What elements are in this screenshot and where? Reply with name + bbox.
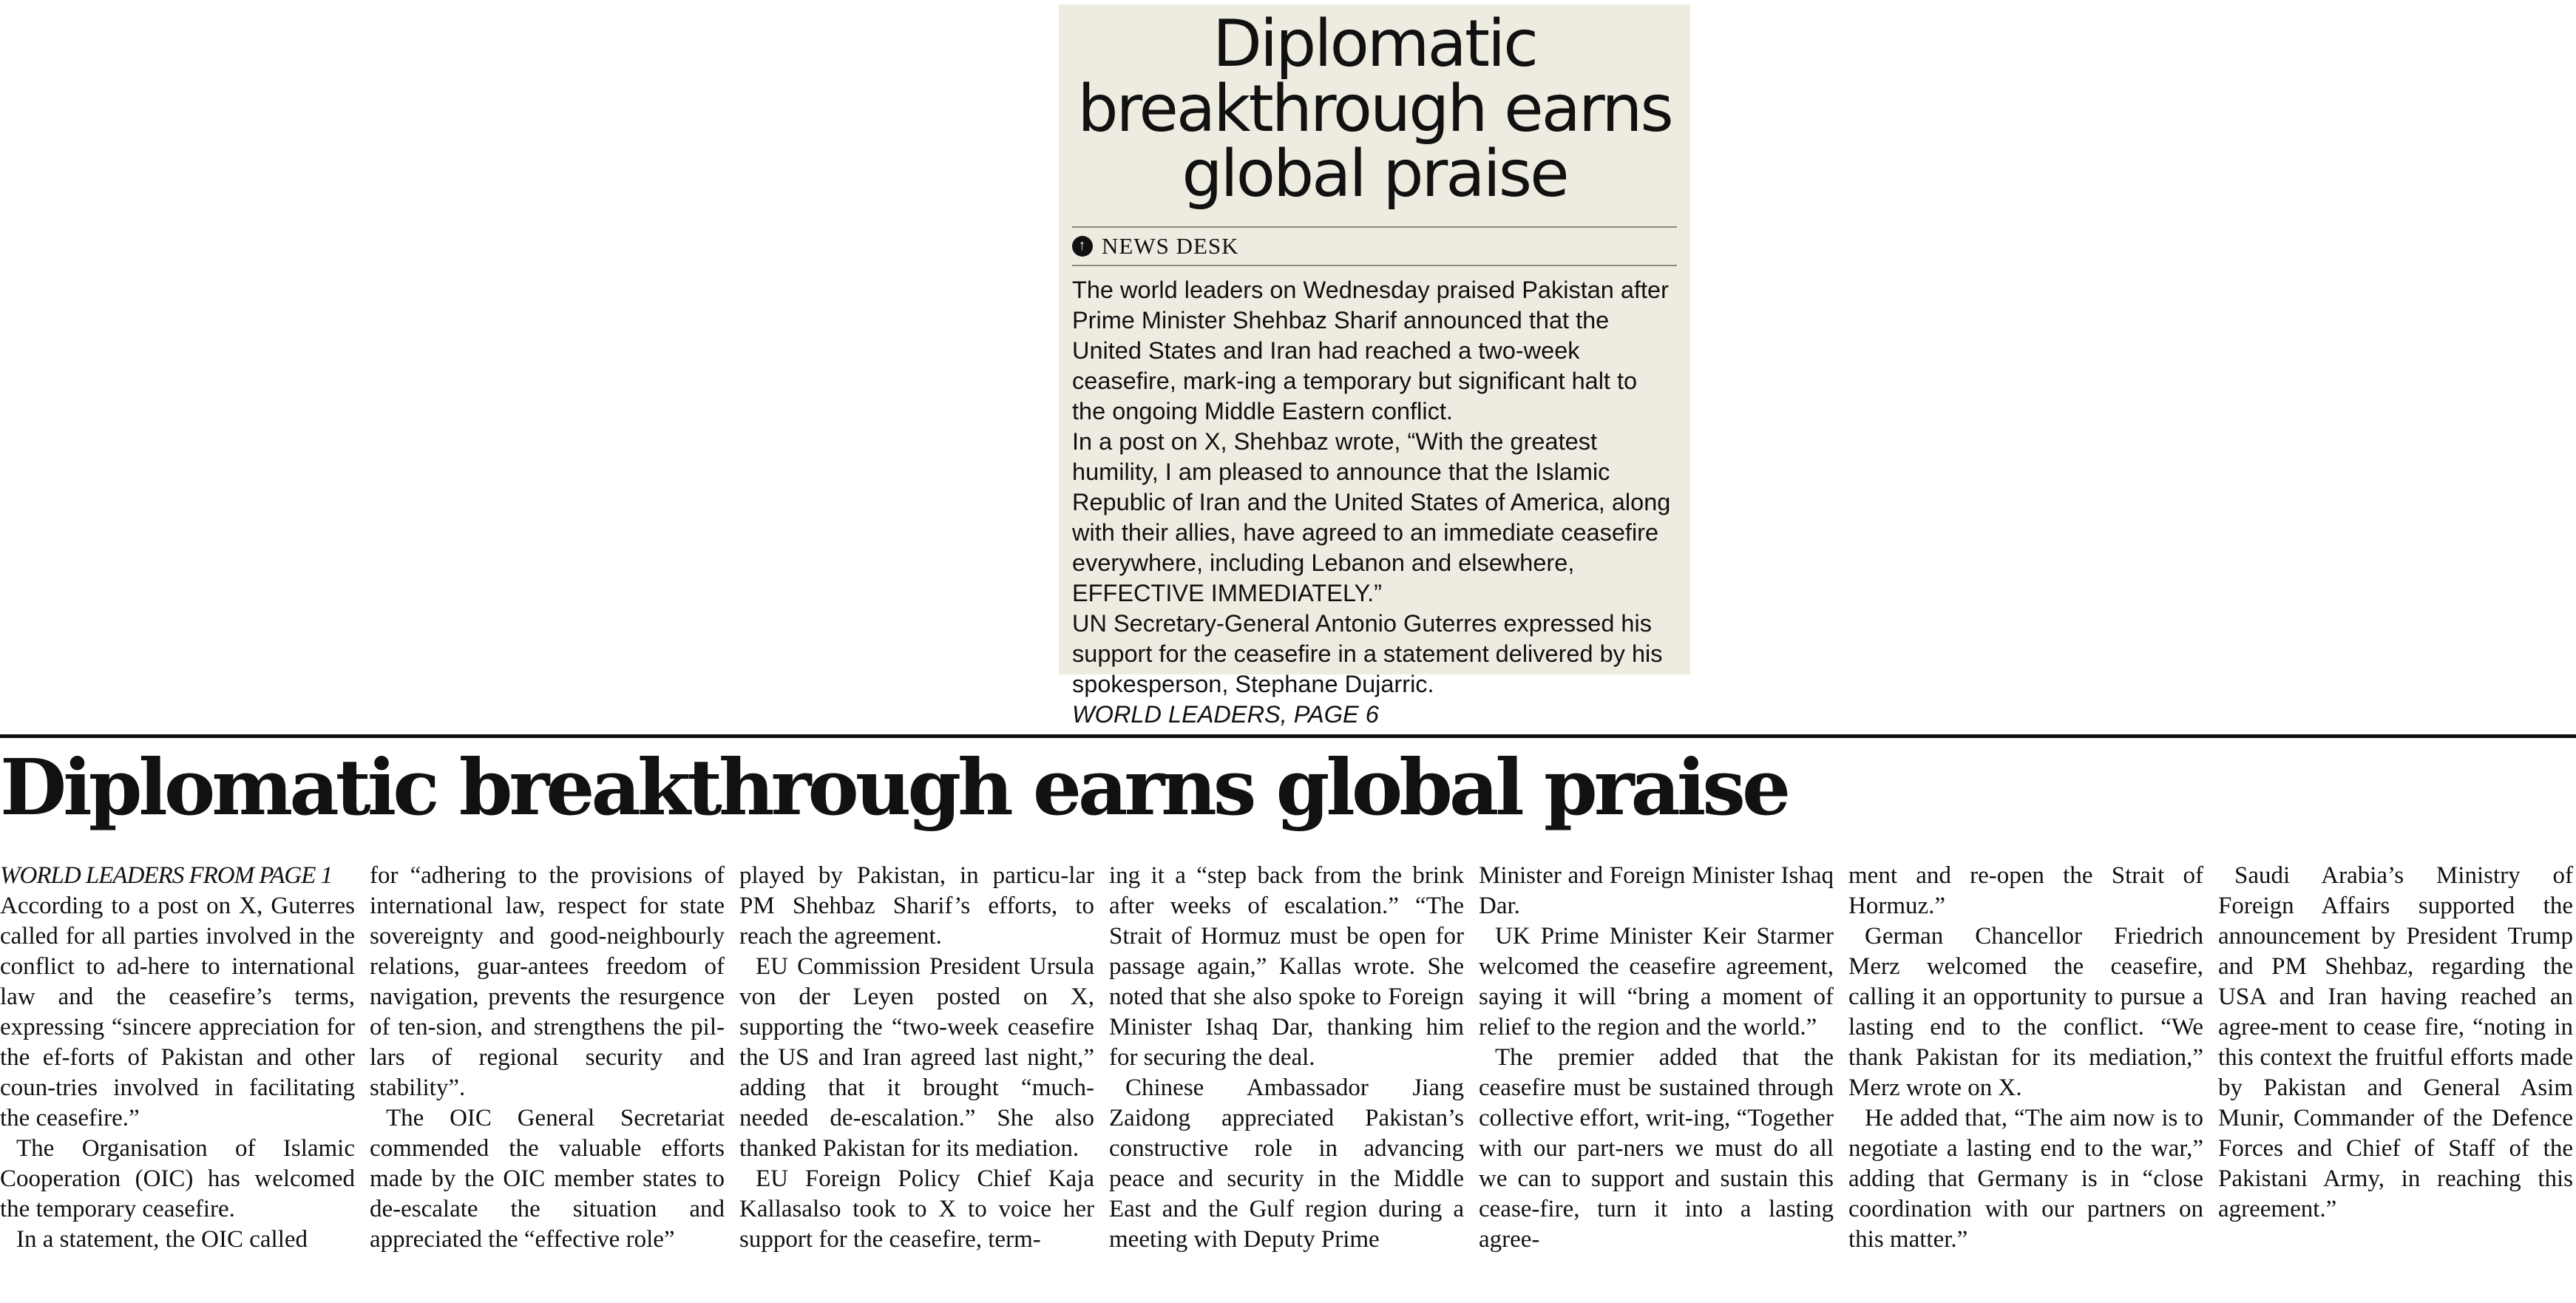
column-paragraph: Chinese Ambassador Jiang Zaidong appreciated Pakistan’s constructive role in advancing peace and security in the Middle East and the Gulf region during a meeting with Deputy Prime <box>1109 1074 1464 1253</box>
column-paragraph: Saudi Arabia’s Ministry of Foreign Affairs supported the announcement by President Trump and PM Shehbaz, regarding the USA and Iran having reached an agree-ment to cease fire, “noting in this context the fruitful efforts made by Pakistan and General Asim Munir, Commander of the Defence Forces and Chief of Staff of the Pakistani Army, in reaching this agreement.” <box>2218 862 2573 1222</box>
column-paragraph: In a statement, the OIC called <box>16 1226 308 1253</box>
byline <box>1072 228 1677 265</box>
article-column-2 <box>370 861 725 1303</box>
column-paragraph: ment and re-open the Strait of Hormuz.” <box>1848 862 2203 919</box>
article-column-4 <box>1109 861 1464 1303</box>
byline-text: NEWS DESK <box>1102 232 1239 259</box>
column-paragraph: EU Commission President Ursula von der Leyen posted on X, supporting the “two-week ceasefire the US and Iran agreed last night,” adding that it brought “much-needed de-escalation.” She also thanked Pakistan for its mediation. <box>739 953 1094 1162</box>
article-column-6 <box>1848 861 2203 1303</box>
column-paragraph: The OIC General Secretariat commended the valuable efforts made by the OIC member states to de-escalate the situation and appreciated the “effective role” <box>370 1105 725 1253</box>
column-paragraph: German Chancellor Friedrich Merz welcomed the ceasefire, calling it an opportunity to pursue a lasting end to the conflict. “We thank Pakistan for its mediation,” Merz wrote on X. <box>1848 923 2203 1101</box>
teaser-paragraph-3: UN Secretary-General Antonio Guterres expressed his support for the ceasefire in a statement delivered by his spokesperson, Stephane Dujarric. <box>1072 609 1663 697</box>
column-paragraph: Minister and Foreign Minister Ishaq Dar. <box>1479 862 1834 919</box>
column-paragraph: played by Pakistan, in particu-lar PM Shehbaz Sharif’s efforts, to reach the agreement. <box>739 862 1094 950</box>
article-columns <box>0 861 2573 1303</box>
teaser-box <box>1059 4 1690 728</box>
article-column-3 <box>739 861 1094 1303</box>
paper-logo-icon: ↑ <box>1072 236 1093 257</box>
column-paragraph: ing it a “step back from the brink after weeks of escalation.” “The Strait of Hormuz must be open for passage again,” Kallas wrote. She noted that she also spoke to Foreign Minister Ishaq Dar, thanking him for securing the deal. <box>1109 862 1464 1071</box>
column-paragraph: The premier added that the ceasefire must be sustained through collective effort, writ-ing, “Together with our part-ners we must do all we can to support and sustain this cease-fire, turn it into a lasting agree- <box>1479 1044 1834 1253</box>
jump-from-label: WORLD LEADERS FROM PAGE 1 <box>0 862 333 889</box>
teaser-paragraph-2: In a post on X, Shehbaz wrote, “With the greatest humility, I am pleased to announce that the Islamic Republic of Iran and the United States of America, along with their allies, have agreed to an immediate ceasefire everywhere, including Lebanon and elsewhere, EFFECTIVE IMMEDIATELY.” <box>1072 427 1671 606</box>
article-headline: Diplomatic breakthrough earns global praise <box>0 742 1788 833</box>
teaser-jump-link[interactable]: WORLD LEADERS, PAGE 6 <box>1072 700 1379 728</box>
section-divider <box>0 734 2576 738</box>
article-column-1 <box>0 861 355 1303</box>
column-paragraph: UK Prime Minister Keir Starmer welcomed the ceasefire agreement, saying it will “bring a moment of relief to the region and the world.” <box>1479 923 1834 1040</box>
column-paragraph: EU Foreign Policy Chief Kaja Kallasalso took to X to voice her support for the ceasefire, term- <box>739 1165 1094 1253</box>
article-column-7 <box>2218 861 2573 1303</box>
teaser-body <box>1072 275 1677 730</box>
column-paragraph: He added that, “The aim now is to negotiate a lasting end to the war,” adding that Germany is in “close coordination with our partners on this matter.” <box>1848 1105 2203 1253</box>
column-paragraph: According to a post on X, Guterres called for all parties involved in the conflict to ad-here to international law and the ceasefire’s terms, expressing “sincere appreciation for the ef-forts of Pakistan and other coun-tries involved in facilitating the ceasefire.” <box>0 893 355 1131</box>
teaser-headline: Diplomatic breakthrough earns global praise <box>1077 6 1672 211</box>
column-paragraph: The Organisation of Islamic Cooperation (OIC) has welcomed the temporary ceasefire. <box>0 1135 355 1222</box>
teaser-rule-bottom <box>1072 265 1677 266</box>
column-paragraph: for “adhering to the provisions of international law, respect for state sovereignty and good-neighbourly relations, guar-antees freedom of navigation, prevents the resurgence of ten-sion, and strengthens the pil-lars of regional security and stability”. <box>370 862 725 1101</box>
teaser-paragraph-1: The world leaders on Wednesday praised Pakistan after Prime Minister Shehbaz Sharif announced that the United States and Iran had reached a two-week ceasefire, mark-ing a temporary but significant halt to the ongoing Middle Eastern conflict. <box>1072 276 1669 424</box>
article-column-5 <box>1479 861 1834 1303</box>
